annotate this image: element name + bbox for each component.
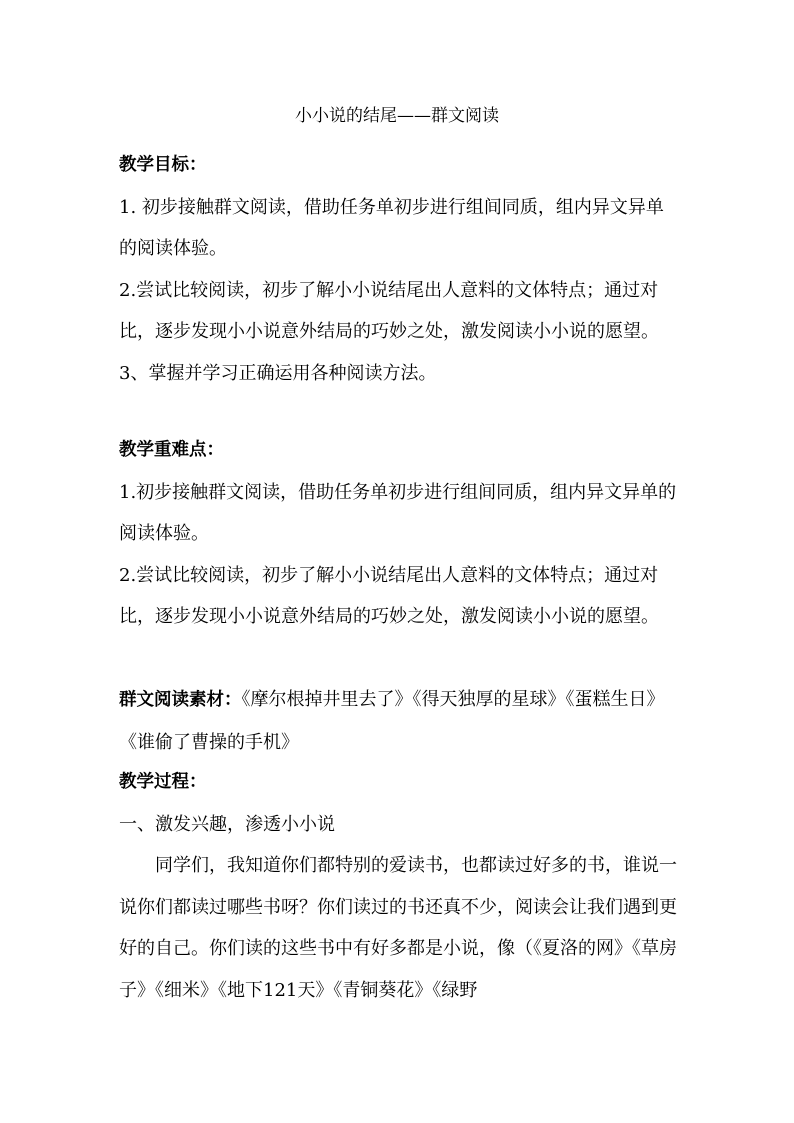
objective-item-3: 3、掌握并学习正确运用各种阅读方法。	[119, 362, 437, 384]
document-title: 小小说的结尾——群文阅读	[295, 106, 499, 126]
objectives-section	[119, 145, 679, 394]
materials-label: 群文阅读素材：	[119, 690, 242, 710]
objective-item-1: 1. 初步接触群文阅读，借助任务单初步进行组间同质，组内异文异单的阅读体验。	[119, 196, 664, 259]
materials-list: 《摩尔根掉井里去了》《得天独厚的星球》《蛋糕生日》《谁偷了曹操的手机》	[119, 689, 665, 753]
key-point-item-1: 1.初步接触群文阅读，借助任务单初步进行组间同质，组内异文异单的阅读体验。	[119, 481, 677, 544]
objectives-heading: 教学目标：	[119, 155, 207, 175]
process-step1-body: 同学们，我知道你们都特别的爱读书，也都读过好多的书，谁说一说你们都读过哪些书呀？你们读过的书还真不少，阅读会让我们遇到更好的自己。你们读的这些书中有好多都是小说，像（《夏洛的网》《草房子》《细米》《地下121天》《青铜葵花》《绿野	[119, 855, 677, 1001]
materials-paragraph	[119, 679, 679, 763]
objective-item-2: 2.尝试比较阅读，初步了解小小说结尾出人意料的文体特点；通过对比，逐步发现小小说意外结局的巧妙之处，激发阅读小小说的愿望。	[119, 279, 659, 342]
key-point-item-2: 2.尝试比较阅读，初步了解小小说结尾出人意料的文体特点；通过对比，逐步发现小小说意外结局的巧妙之处，激发阅读小小说的愿望。	[119, 564, 659, 627]
process-heading: 教学过程：	[119, 772, 207, 792]
process-section	[119, 762, 679, 1011]
key-points-heading: 教学重难点：	[119, 440, 224, 460]
materials-section	[119, 679, 679, 763]
process-step1-title: 一、激发兴趣，渗透小小说	[119, 813, 335, 835]
key-points-section	[119, 430, 679, 638]
